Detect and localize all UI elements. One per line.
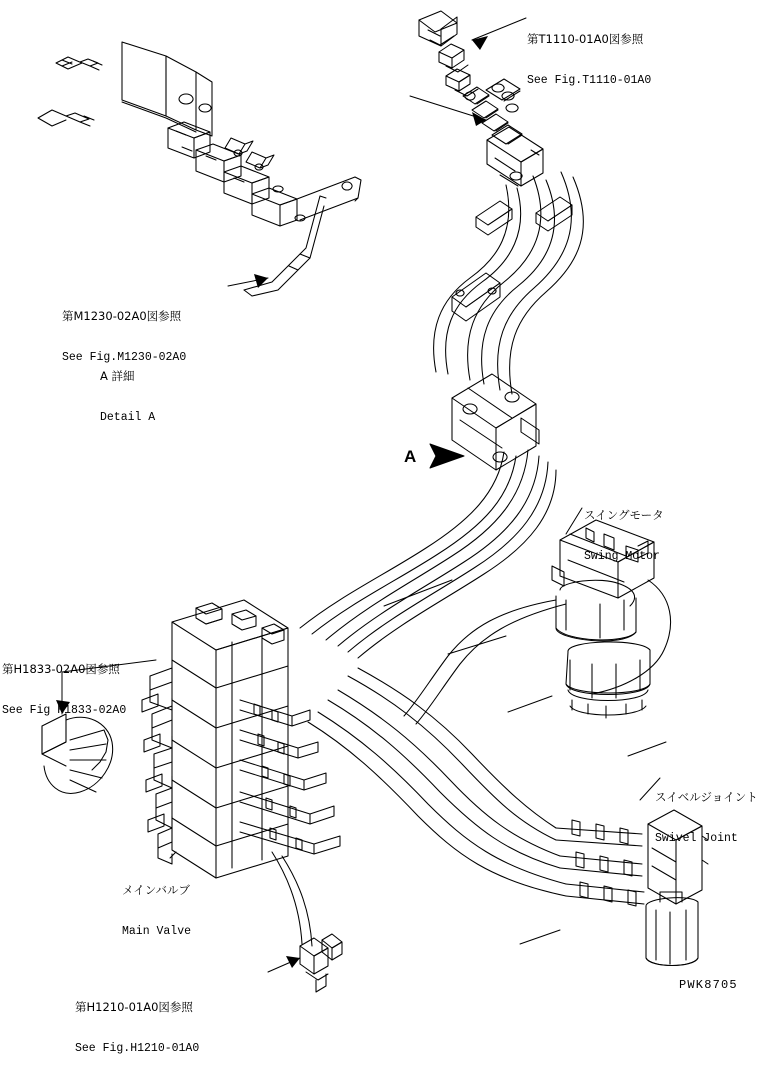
label-ref-h1833-en: See Fig H1833-02A0 [2,703,127,717]
label-ref-h1210 [75,974,199,1083]
swivel-joint-assembly [308,668,708,966]
label-ref-t1110 [527,6,651,115]
label-ref-h1210-en: See Fig.H1210-01A0 [75,1041,200,1055]
h1210-component [272,852,342,992]
label-swivel-joint-en: Swivel Joint [655,831,738,845]
label-swivel-joint [655,764,758,873]
label-ref-m1230-jp: 第M1230-02A0図参照 [62,309,182,324]
label-main-valve-en: Main Valve [122,924,192,938]
main-valve-assembly [142,600,340,878]
detail-a-assembly [38,42,361,296]
label-ref-h1833-jp: 第H1833-02A0図参照 [2,662,120,677]
label-detail-a [100,343,155,452]
label-swing-motor-jp: スイングモータ [584,508,664,523]
label-detail-a-jp: A 詳細 [100,369,135,384]
label-swing-motor [584,482,664,591]
center-clamp-block [452,374,539,470]
label-detail-a-en: Detail A [100,410,156,424]
label-ref-m1230-en: See Fig.M1230-02A0 [62,350,187,364]
label-ref-h1210-jp: 第H1210-01A0図参照 [75,1000,193,1015]
drawing-part-code: PWK8705 [679,978,738,992]
label-ref-t1110-jp: 第T1110-01A0図参照 [527,32,644,47]
label-swivel-joint-jp: スイベルジョイント [655,790,758,805]
upper-hose-bundle [434,172,584,394]
upper-hose-fittings [419,11,543,186]
label-main-valve-jp: メインバルブ [122,883,190,898]
label-ref-t1110-en: See Fig.T1110-01A0 [527,73,652,87]
label-ref-h1833 [2,636,126,745]
label-swing-motor-en: Swing Motor [584,549,660,563]
section-marker-a: A [404,447,417,466]
lower-hose-run [300,450,556,658]
label-main-valve [122,857,191,966]
